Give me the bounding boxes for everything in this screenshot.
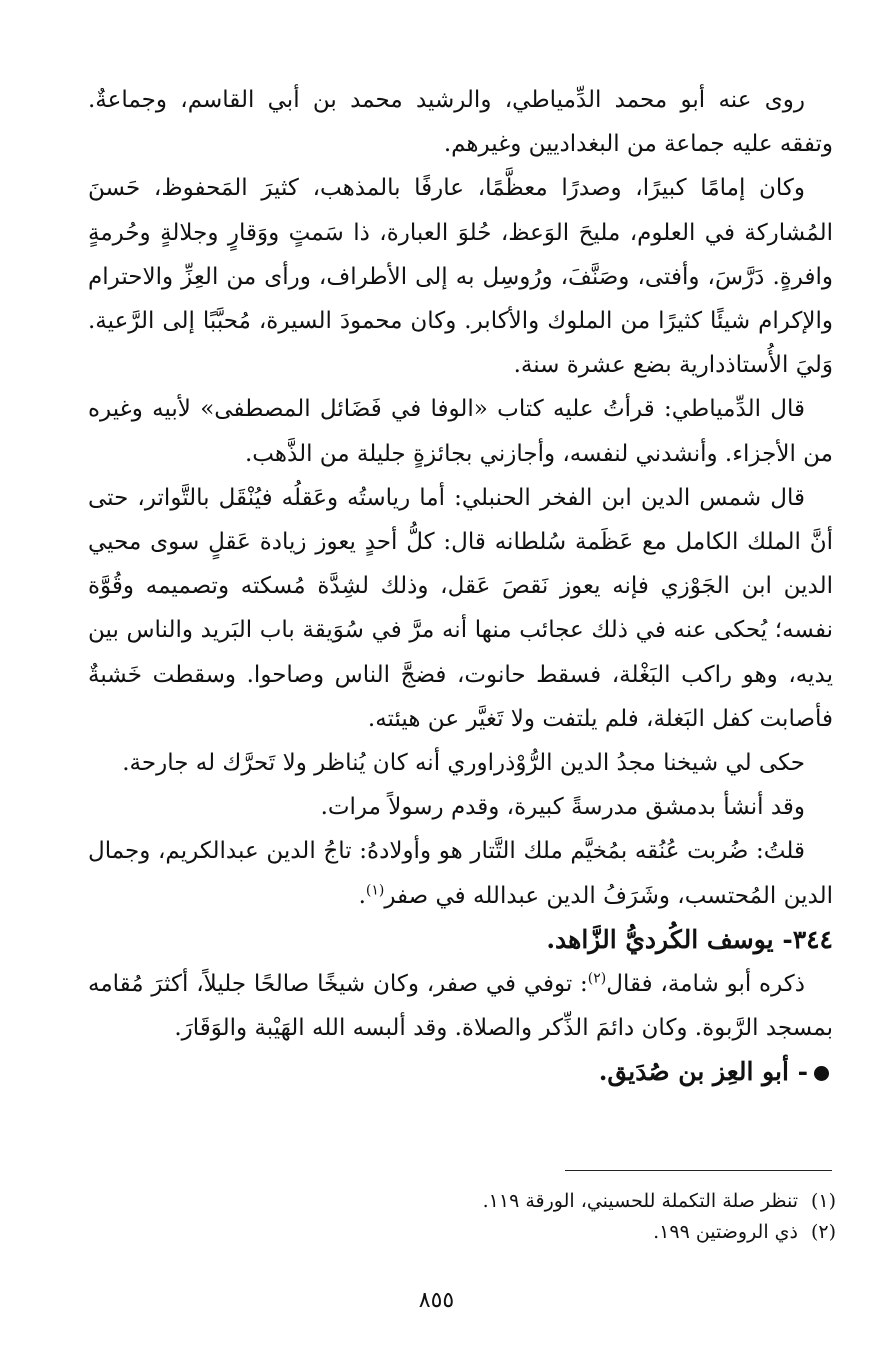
- abu-shama-start: ذكره أبو شامة، فقال: [606, 971, 805, 998]
- footnote-divider: [565, 1170, 832, 1171]
- main-text-block: [88, 78, 833, 1095]
- footnote-ref-2: (٢): [587, 970, 607, 987]
- entry-heading-344: ٣٤٤- يوسف الكُرديُّ الزَّاهد.: [546, 924, 833, 954]
- paragraph-death: [88, 829, 833, 917]
- footnote-number: (٢): [810, 1221, 836, 1243]
- bullet-dot-icon: [814, 1066, 829, 1081]
- footnotes-block: [300, 1186, 836, 1248]
- death-text: قلتُ: ضُربت عُنُقه بمُخيَّم ملك التَّتار هو وأولادهُ: تاجُ الدين عبدالكريم، وجمال الدين المُحتسب، وشَرَفُ الدين عبدالله في صفر: [88, 838, 833, 909]
- footnote-number: (١): [810, 1190, 836, 1212]
- footnote-1: [300, 1186, 836, 1217]
- paragraph-majd-al-din-anecdote: حكى لي شيخنا مجدُ الدين الرُّوْذراوري أنه كان يُناظر ولا تَحرَّك له جارحة.: [122, 750, 805, 777]
- paragraph-description: وكان إمامًا كبيرًا، وصدرًا معظَّمًا، عارفًا بالمذهب، كثيرَ المَحفوظ، حَسنَ المُشاركة في العلوم، مليحَ الوَعظ، حُلوَ العبارة، ذا سَمتٍ ووَقارٍ وجلالةٍ وحُرمةٍ وافرةٍ. دَرَّسَ، وأفتى، وصَنَّفَ، ورُوسِل به إلى الأطراف، ورأى من العِزِّ والاحترام والإكرام شيئًا كثيرًا من الملوك والأكابر. وكان محمودَ السيرة، مُحبَّبًا إلى الرَّعية. وَليَ الأُستاذدارية بضع عشرة سنة.: [88, 175, 833, 379]
- bullet-entry-heading: [88, 1050, 833, 1094]
- paragraph-dimyati-quote: قال الدِّمياطي: قرأتُ عليه كتاب «الوفا في فَضَائل المصطفى» لأبيه وغيره من الأجزاء. وأنشدني لنفسه، وأجازني بجائزةٍ جليلة من الذَّهب.: [88, 396, 833, 467]
- bullet-entry-text: - أبو العِز بن صُدَيق.: [598, 1057, 808, 1087]
- footnote-ref-1: (١): [365, 882, 385, 898]
- paragraph-madrasa: وقد أنشأ بدمشق مدرسةً كبيرة، وقدم رسولاً مرات.: [320, 794, 805, 821]
- death-text-end: .: [358, 882, 366, 909]
- abu-shama-text: : توفي في صفر، وكان شيخًا صالحًا جليلاً، أكثرَ مُقامه بمسجد الرَّبوة. وكان دائمَ الذِّكر والصلاة. وقد ألبسه الله الهَيْبة والوَقَارَ.: [88, 971, 833, 1042]
- paragraph-abu-shama: [88, 962, 833, 1050]
- page-number: ٨٥٥: [418, 1288, 455, 1313]
- paragraph-narrators: روى عنه أبو محمد الدِّمياطي، والرشيد محمد بن أبي القاسم، وجماعةٌ. وتفقه عليه جماعة من البغداديين وغيرهم.: [88, 87, 833, 158]
- footnote-text: ذي الروضتين ١٩٩.: [653, 1221, 798, 1243]
- footnote-2: [300, 1217, 836, 1248]
- footnote-text: تنظر صلة التكملة للحسيني، الورقة ١١٩.: [482, 1190, 798, 1212]
- paragraph-ibn-al-fakhr-quote: قال شمس الدين ابن الفخر الحنبلي: أما رياستُه وعَقلُه فيُنْقَل بالتَّواتر، حتى أنَّ الملك الكامل مع عَظَمة سُلطانه قال: كلُّ أحدٍ يعوز زيادة عَقلٍ سوى محيي الدين ابن الجَوْزي فإنه يعوز نَقصَ عَقل، وذلك لشِدَّة مُسكته وتصميمه وقُوَّة نفسه؛ يُحكى عنه في ذلك عجائب منها أنه مرَّ في سُوَيقة باب البَريد والناس بين يديه، وهو راكب البَغْلة، فسقط حانوت، فضجَّ الناس وصاحوا. وسقطت خَشبةٌ فأصابت كفل البَغلة، فلم يلتفت ولا تَغيَّر عن هيئته.: [88, 484, 833, 732]
